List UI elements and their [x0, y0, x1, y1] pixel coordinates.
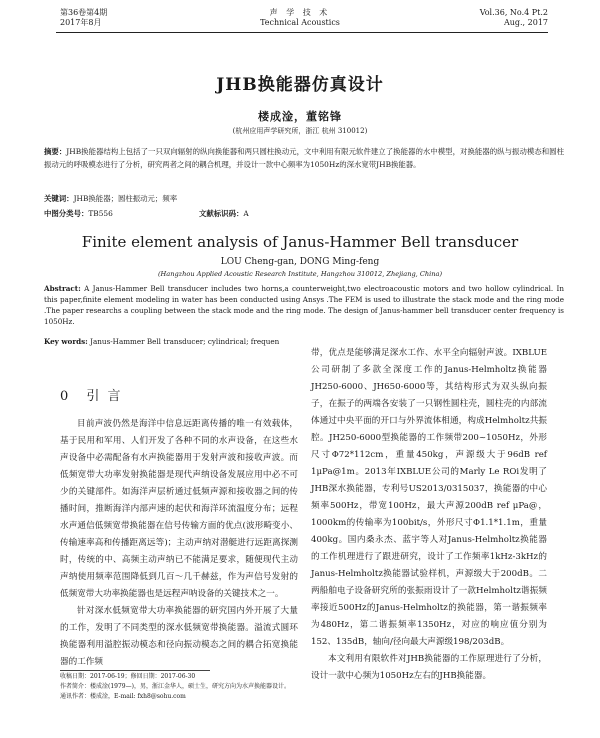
- issue-volume: 第36卷第4期: [60, 8, 108, 17]
- abstract-cn-label: 摘要：: [44, 147, 67, 156]
- title-en: Finite element analysis of Janus-Hammer Bell transducer: [81, 233, 519, 251]
- footnote: [60, 672, 300, 702]
- abstract-en-text: A Janus-Hammer Bell transducer includes two horns,a counterweight,two electroacoustic motors and two hollow cylindrical. In this paper,finite element modeling in water has been conducted using Ansys .The FEM is used to illustrate the stack mode and the ring mode .The paper researchs a coupling between the stack mode and the ring mode. The design of Janus-hammer bell transducer center frequency is 1050Hz.: [44, 284, 564, 326]
- keywords-cn-text: JHB换能器；圆柱振动元；频率: [73, 194, 178, 203]
- journal-name-cn: 声 学 技 术: [269, 8, 331, 17]
- paragraph: 针对深水低频宽带大功率换能器的研究国内外开展了大量的工作，发明了不同类型的深水低频宽带换能器。溢流式圆环换能器利用溢腔振动模态和径向振动模态之间的耦合拓宽换能器的工作频: [60, 606, 298, 667]
- affiliation-cn: (杭州应用声学研究所，浙江 杭州 310012): [232, 127, 368, 135]
- keywords-en-label: Key words:: [44, 337, 88, 346]
- class-value: TB556: [88, 209, 113, 218]
- document-code: [199, 208, 249, 219]
- paragraph: 带，优点是能够满足深水工作、水平全向辐射声波。IXBLUE公司研制了多款全深度工作的Janus-Helmholtz换能器JH250-6000、JH650-6000等，其结构形式为双头纵向振子，在振子的两端各安装了一只钢性圆柱壳，圆柱壳的内部流体通过中央平面的开口与外界流体相通，构成Helmholtz共振腔。JH250-6000型换能器的工作频带200~1050Hz，外形尺寸Φ72*112cm，重量450kg，声源级大于96dB ref 1μPa@1m。2013年IXBLUE公司的Marly Le ROi发明了JHB深水换能器，专利号US2013/0315037，换能器的中心频率500Hz，带宽100Hz，最大声源200dB ref μPa@，1000km的传输率为100bit/s，外形尺寸Φ1.1*1.1m，重量400kg。国内桑永杰、蓝宇等人对Janus-Helmholtz换能器的工作机理进行了跟进研究，设计了工作频率1kHz-3kHz的Janus-Helmholtz换能器试验样机，声源级大于200dB。二两船舶电子设备研究所的张振雨设计了一款Helmholtz谐振频率接近500Hz的Janus-Helmholtz的换能器，第一谐振频率为480Hz，第二谐振频率1350Hz，对应的响应值分别为152、135dB，轴向/径向最大声源级198/203dB。: [311, 348, 547, 647]
- title-cn: JHB换能器仿真设计: [216, 75, 384, 95]
- paragraph: 本文利用有限软件对JHB换能器的工作原理进行了分析，设计一款中心频为1050Hz左右的JHB换能器。: [311, 654, 547, 681]
- class-number: [44, 208, 113, 219]
- journal-name-en: Technical Acoustics: [260, 18, 340, 27]
- header-rule: [56, 32, 548, 33]
- footnote-corresponding: 通讯作者：楼成淦，E-mail: fxh8@sohu.com: [60, 693, 186, 700]
- authors-en: LOU Cheng-gan, DONG Ming-feng: [220, 257, 380, 267]
- issue-date-en: Aug., 2017: [503, 18, 548, 27]
- body-column-right: [311, 345, 547, 685]
- section-title: 引 言: [86, 389, 123, 404]
- abstract-cn-text: JHB换能器结构上包括了一只双向辐射的纵向换能器和两只圆柱换动元，文中利用有限元软件建立了换能器的水中模型，对换能器的纵与振动模态和圆柱振动元的呼吸模态进行了分析，研究两者之间的耦合机理，并设计一款中心频率为1050Hz的深水宽带JHB换能器。: [44, 147, 564, 169]
- keywords-en-text: Janus-Hammer Bell transducer; cylindrical; frequen: [90, 337, 280, 346]
- keywords-cn-label: 关键词：: [44, 194, 74, 203]
- body-column-left: [60, 416, 298, 671]
- footnote-rule: [60, 670, 210, 671]
- footnote-author: 作者简介：楼成淦(1979—)，男，浙江金华人，硕士生，研究方向为水声换能器设计。: [60, 683, 290, 690]
- affiliation-en: (Hangzhou Applied Acoustic Research Institute, Hangzhou 310012, Zhejiang, China): [157, 270, 443, 278]
- journal-issue-en: [480, 8, 548, 28]
- paragraph: 目前声波仍然是海洋中信息远距离传播的唯一有效载体，基于民用和军用、人们开发了各种不同的水声设备，在这些水声设备中必需配备有水声换能器用于发射声波和接收声波。而低频宽带大功率发射换能器是现代声纳设备发展应用中必不可少的关键部件。如海洋声层析通过低频声源和接收器之间的传播时间，推断海洋内部声速的起伏和海洋环流温度分布；远程水声通信低频宽带换能器在信号传输方面的优点(波形畸变小、传输速率高和传播距离远等)；主动声纳对潜艇进行远距离探测时，传统的中、高频主动声纳已不能满足要求，随便现代主动声纳使用频率范围降低到几百～几千赫兹，作为声信号发射的低频宽带大功率换能器也是远程声呐设备的关键技术之一。: [60, 419, 298, 599]
- doc-label: 文献标识码：: [199, 209, 244, 218]
- doc-value: A: [243, 209, 249, 218]
- authors-cn: 楼成淦，董铭锋: [258, 110, 342, 123]
- issue-volume-en: Vol.36, No.4 Pt.2: [479, 8, 548, 17]
- abstract-cn: [44, 146, 564, 171]
- class-label: 中图分类号：: [44, 209, 89, 218]
- keywords-en: [44, 337, 279, 346]
- section-heading: [60, 385, 123, 404]
- footnote-received: 收稿日期：2017-06-19；修回日期：2017-06-30: [60, 673, 196, 680]
- issue-date: 2017年8月: [60, 18, 102, 27]
- section-number: 0: [60, 389, 69, 404]
- keywords-cn: [44, 193, 177, 204]
- abstract-en: [44, 283, 564, 327]
- abstract-en-label: Abstract:: [44, 284, 81, 293]
